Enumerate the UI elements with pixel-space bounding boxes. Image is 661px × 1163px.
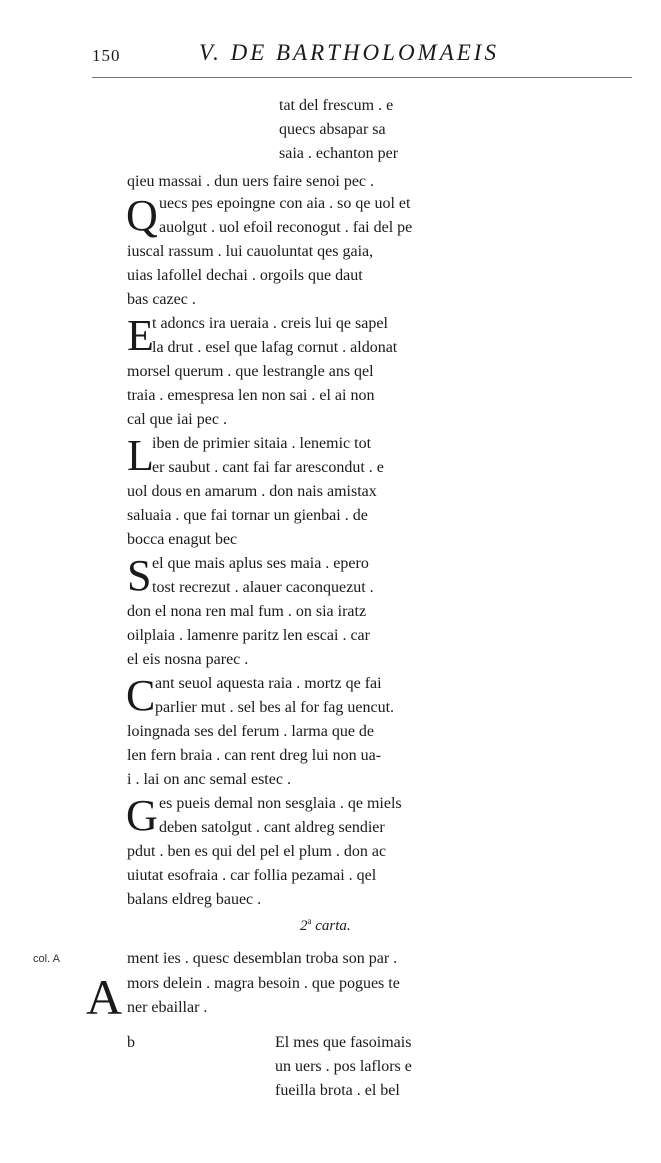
text-line: el eis nosna parec . <box>127 651 249 668</box>
text-line: uiutat esofraia . car follia pezamai . qel <box>127 867 377 884</box>
text-line: ner ebaillar . <box>127 999 208 1016</box>
drop-cap: L <box>127 431 154 480</box>
margin-note: col. A <box>33 953 60 965</box>
text-line: el que mais aplus ses maia . epero <box>152 555 369 572</box>
text-line: saluaia . que fai tornar un gienbai . de <box>127 507 368 524</box>
running-title: V. DE BARTHOLOMAEIS <box>199 40 499 65</box>
text-line: la drut . esel que lafag cornut . aldonat <box>152 339 398 356</box>
text-line: iben de primier sitaia . lenemic tot <box>152 435 372 452</box>
text-line: balans eldreg bauec . <box>127 891 262 908</box>
text-line: ant seuol aquesta raia . mortz qe fai <box>155 675 382 692</box>
text-line: uias lafollel dechai . orgoils que daut <box>127 267 363 284</box>
text-line: traia . emespresa len non sai . el ai non <box>127 387 375 404</box>
text-line: El mes que fasoimais <box>275 1034 412 1051</box>
text-line: quecs absapar sa <box>279 121 386 138</box>
text-line: auolgut . uol efoil reconogut . fai del pe <box>159 219 413 236</box>
text-line: cal que iai pec . <box>127 411 227 428</box>
text-line: i . lai on anc semal estec . <box>127 771 291 788</box>
text-line: pdut . ben es qui del pel el plum . don ac <box>127 843 387 860</box>
text-line: tost recrezut . alauer caconquezut . <box>152 579 374 596</box>
column-label: b <box>127 1034 135 1051</box>
text-line: len fern braia . can rent dreg lui non ua- <box>127 747 382 764</box>
drop-cap: E <box>127 311 154 360</box>
text-line: oilplaia . lamenre paritz len escai . car <box>127 627 370 644</box>
text-line: ment ies . quesc desemblan troba son par . <box>127 950 398 967</box>
header-rule <box>92 77 632 78</box>
text-line: er saubut . cant fai far arescondut . e <box>152 459 384 476</box>
page-header <box>92 40 632 80</box>
text-line: es pueis demal non sesglaia . qe miels <box>159 795 402 812</box>
drop-cap: Q <box>126 191 158 240</box>
section-word: carta. <box>315 918 351 934</box>
text-line: loingnada ses del ferum . larma que de <box>127 723 375 740</box>
text-line: deben satolgut . cant aldreg sendier <box>159 819 385 836</box>
text-line: qieu massai . dun uers faire senoi pec . <box>127 173 375 190</box>
text-line: fueilla brota . el bel <box>275 1082 400 1099</box>
text-line: uecs pes epoingne con aia . so qe uol et <box>159 195 411 212</box>
text-line: parlier mut . sel bes al for fag uencut. <box>155 699 395 716</box>
text-line: bas cazec . <box>127 291 196 308</box>
text-line: t adoncs ira ueraia . creis lui qe sapel <box>152 315 388 332</box>
drop-cap: G <box>126 791 158 840</box>
text-line: saia . echanton per <box>279 145 399 162</box>
text-line: morsel querum . que lestrangle ans qel <box>127 363 374 380</box>
text-line: un uers . pos laflors e <box>275 1058 412 1075</box>
drop-cap: C <box>126 671 156 720</box>
text-line: tat del frescum . e <box>279 97 394 114</box>
drop-cap: A <box>86 969 123 1025</box>
drop-cap: S <box>127 551 152 600</box>
section-heading <box>300 916 351 935</box>
text-line: uol dous en amarum . don nais amistax <box>127 483 377 500</box>
section-number: 2 <box>300 918 308 934</box>
text-line: bocca enagut bec <box>127 531 238 548</box>
page-number: 150 <box>92 46 121 65</box>
text-line: don el nona ren mal fum . on sia iratz <box>127 603 367 620</box>
section-superscript: a <box>307 916 312 926</box>
text-line: mors delein . magra besoin . que pogues te <box>127 975 400 992</box>
text-line: iuscal rassum . lui cauoluntat qes gaia, <box>127 243 374 260</box>
